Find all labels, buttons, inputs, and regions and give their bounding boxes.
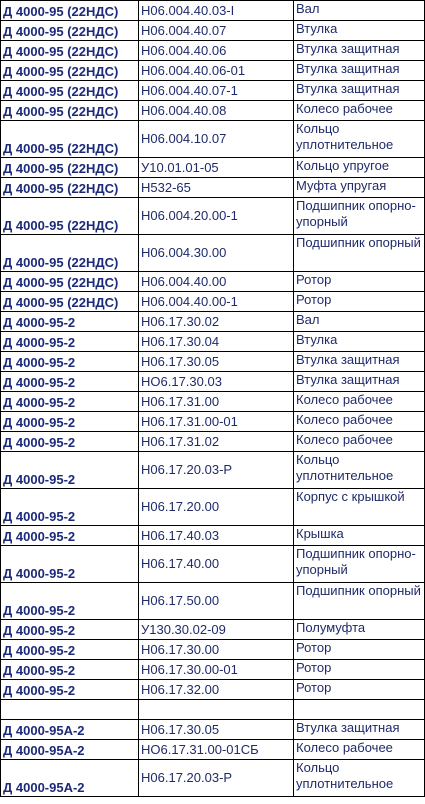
part-number-cell[interactable]: Н06.004.20.00-1 [139, 198, 294, 235]
part-number-cell[interactable]: Н06.17.40.03 [139, 526, 294, 546]
part-number-cell[interactable]: Н06.004.40.07 [139, 21, 294, 41]
part-name-cell[interactable]: Втулка [294, 21, 425, 41]
table-row [1, 235, 425, 272]
table-row [1, 1, 425, 21]
part-name-cell[interactable]: Подшипник опорно-упорный [294, 198, 425, 235]
part-number-cell[interactable]: Н06.17.31.00-01 [139, 412, 294, 432]
part-number-cell[interactable]: Н06.17.30.05 [139, 352, 294, 372]
table-row [1, 546, 425, 583]
part-name-cell[interactable]: Кольцо уплотнительное [294, 452, 425, 489]
model-cell[interactable]: Д 4000-95 (22НДС) [1, 21, 139, 41]
part-name-cell[interactable]: Втулка [294, 332, 425, 352]
part-name-cell[interactable]: Колесо рабочее [294, 101, 425, 121]
part-number-cell[interactable]: Н06.004.10.07 [139, 121, 294, 158]
part-name-cell[interactable]: Крышка [294, 526, 425, 546]
model-cell[interactable]: Д 4000-95-2 [1, 526, 139, 546]
part-number-cell[interactable]: Н06.17.50.00 [139, 583, 294, 620]
model-cell[interactable]: Д 4000-95-2 [1, 412, 139, 432]
table-row [1, 101, 425, 121]
table-row [1, 620, 425, 640]
part-number-cell[interactable]: Н06.17.20.03-Р [139, 760, 294, 797]
table-row [1, 272, 425, 292]
part-number-cell[interactable]: Н06.17.30.04 [139, 332, 294, 352]
part-number-cell[interactable]: У130.30.02-09 [139, 620, 294, 640]
part-name-cell[interactable]: Вал [294, 312, 425, 332]
part-number-cell[interactable]: Н06.17.20.03-Р [139, 452, 294, 489]
part-name-cell[interactable]: Подшипник опорный [294, 235, 425, 272]
part-number-cell[interactable]: Н06.17.30.05 [139, 720, 294, 740]
part-name-cell[interactable]: Полумуфта [294, 620, 425, 640]
part-name-cell[interactable]: Ротор [294, 272, 425, 292]
model-cell[interactable]: Д 4000-95-2 [1, 372, 139, 392]
model-cell[interactable]: Д 4000-95-2 [1, 546, 139, 583]
table-row [1, 178, 425, 198]
model-cell[interactable]: Д 4000-95 (22НДС) [1, 272, 139, 292]
model-cell[interactable]: Д 4000-95 (22НДС) [1, 101, 139, 121]
part-name-cell[interactable]: Вал [294, 1, 425, 21]
part-number-cell[interactable]: Н06.004.40.00-1 [139, 292, 294, 312]
part-name-cell[interactable]: Кольцо упругое [294, 158, 425, 178]
model-cell[interactable]: Д 4000-95-2 [1, 452, 139, 489]
part-number-cell[interactable]: Н06.004.40.06-01 [139, 61, 294, 81]
table-row [1, 660, 425, 680]
part-number-cell[interactable]: Н06.004.40.07-1 [139, 81, 294, 101]
model-cell[interactable]: Д 4000-95-2 [1, 312, 139, 332]
part-name-cell[interactable]: Ротор [294, 640, 425, 660]
part-name-cell[interactable]: Ротор [294, 660, 425, 680]
part-number-cell[interactable]: Н532-65 [139, 178, 294, 198]
model-cell[interactable]: Д 4000-95А-2 [1, 740, 139, 760]
part-name-cell[interactable]: Втулка защитная [294, 81, 425, 101]
part-number-cell[interactable]: Н06.004.30.00 [139, 235, 294, 272]
table-row [1, 372, 425, 392]
part-name-cell[interactable]: Втулка защитная [294, 61, 425, 81]
part-number-cell[interactable]: Н06.17.30.00-01 [139, 660, 294, 680]
part-number-cell[interactable]: Н06.004.40.08 [139, 101, 294, 121]
part-name-cell[interactable]: Втулка защитная [294, 41, 425, 61]
part-number-cell[interactable]: Н06.17.40.00 [139, 546, 294, 583]
part-name-cell[interactable] [294, 700, 425, 720]
model-cell[interactable]: Д 4000-95 (22НДС) [1, 41, 139, 61]
part-name-cell[interactable]: Втулка защитная [294, 720, 425, 740]
parts-table-body [1, 1, 425, 797]
model-cell[interactable]: Д 4000-95-2 [1, 640, 139, 660]
model-cell[interactable]: Д 4000-95 (22НДС) [1, 158, 139, 178]
model-cell[interactable]: Д 4000-95-2 [1, 392, 139, 412]
part-name-cell[interactable]: Втулка защитная [294, 372, 425, 392]
table-row [1, 392, 425, 412]
part-name-cell[interactable]: Колесо рабочее [294, 740, 425, 760]
table-row [1, 198, 425, 235]
blank-row [1, 700, 425, 720]
model-cell[interactable]: Д 4000-95 (22НДС) [1, 81, 139, 101]
table-row [1, 526, 425, 546]
part-name-cell[interactable]: Ротор [294, 680, 425, 700]
model-cell[interactable]: Д 4000-95-2 [1, 583, 139, 620]
table-row [1, 640, 425, 660]
part-number-cell[interactable]: НО6.17.30.03 [139, 372, 294, 392]
part-number-cell[interactable]: Н06.004.40.03-I [139, 1, 294, 21]
model-cell[interactable]: Д 4000-95 (22НДС) [1, 198, 139, 235]
model-cell[interactable]: Д 4000-95-2 [1, 352, 139, 372]
model-cell[interactable] [1, 700, 139, 720]
model-cell[interactable]: Д 4000-95 (22НДС) [1, 292, 139, 312]
model-cell[interactable]: Д 4000-95-2 [1, 432, 139, 452]
model-cell[interactable]: Д 4000-95-2 [1, 680, 139, 700]
model-cell[interactable]: Д 4000-95 (22НДС) [1, 121, 139, 158]
model-cell[interactable]: Д 4000-95 (22НДС) [1, 178, 139, 198]
table-row [1, 452, 425, 489]
part-name-cell[interactable]: Ротор [294, 292, 425, 312]
part-name-cell[interactable]: Муфта упругая [294, 178, 425, 198]
table-row [1, 680, 425, 700]
part-name-cell[interactable]: Подшипник опорный [294, 583, 425, 620]
model-cell[interactable]: Д 4000-95А-2 [1, 760, 139, 797]
model-cell[interactable]: Д 4000-95 (22НДС) [1, 61, 139, 81]
part-number-cell[interactable]: У10.01.01-05 [139, 158, 294, 178]
model-cell[interactable]: Д 4000-95-2 [1, 620, 139, 640]
part-name-cell[interactable]: Колесо рабочее [294, 432, 425, 452]
model-cell[interactable]: Д 4000-95-2 [1, 660, 139, 680]
table-row [1, 292, 425, 312]
model-cell[interactable]: Д 4000-95-2 [1, 332, 139, 352]
part-number-cell[interactable]: Н06.17.20.00 [139, 489, 294, 526]
table-row [1, 412, 425, 432]
table-row [1, 81, 425, 101]
part-name-cell[interactable]: Подшипник опорно-упорный [294, 546, 425, 583]
part-number-cell[interactable]: Н06.004.40.06 [139, 41, 294, 61]
part-name-cell[interactable]: Втулка защитная [294, 352, 425, 372]
table-row [1, 583, 425, 620]
part-number-cell[interactable]: НО6.17.31.00-01СБ [139, 740, 294, 760]
table-row [1, 489, 425, 526]
table-row [1, 740, 425, 760]
part-name-cell[interactable]: Корпус с крышкой [294, 489, 425, 526]
part-name-cell[interactable]: Кольцо уплотнительное [294, 760, 425, 797]
part-name-cell[interactable]: Кольцо уплотнительное [294, 121, 425, 158]
table-row [1, 312, 425, 332]
part-number-cell[interactable]: Н06.17.30.02 [139, 312, 294, 332]
model-cell[interactable]: Д 4000-95 (22НДС) [1, 235, 139, 272]
table-row [1, 760, 425, 797]
table-row [1, 158, 425, 178]
table-row [1, 332, 425, 352]
table-row [1, 352, 425, 372]
table-row [1, 432, 425, 452]
model-cell[interactable]: Д 4000-95-2 [1, 489, 139, 526]
part-number-cell[interactable]: Н06.17.30.00 [139, 640, 294, 660]
part-number-cell[interactable]: Н06.17.31.00 [139, 392, 294, 412]
table-row [1, 41, 425, 61]
part-name-cell[interactable]: Колесо рабочее [294, 392, 425, 412]
part-number-cell[interactable]: Н06.17.32.00 [139, 680, 294, 700]
part-number-cell[interactable] [139, 700, 294, 720]
part-name-cell[interactable]: Колесо рабочее [294, 412, 425, 432]
table-row [1, 121, 425, 158]
table-row [1, 61, 425, 81]
model-cell[interactable]: Д 4000-95А-2 [1, 720, 139, 740]
model-cell[interactable]: Д 4000-95 (22НДС) [1, 1, 139, 21]
table-row [1, 720, 425, 740]
part-number-cell[interactable]: Н06.004.40.00 [139, 272, 294, 292]
table-row [1, 21, 425, 41]
part-number-cell[interactable]: Н06.17.31.02 [139, 432, 294, 452]
